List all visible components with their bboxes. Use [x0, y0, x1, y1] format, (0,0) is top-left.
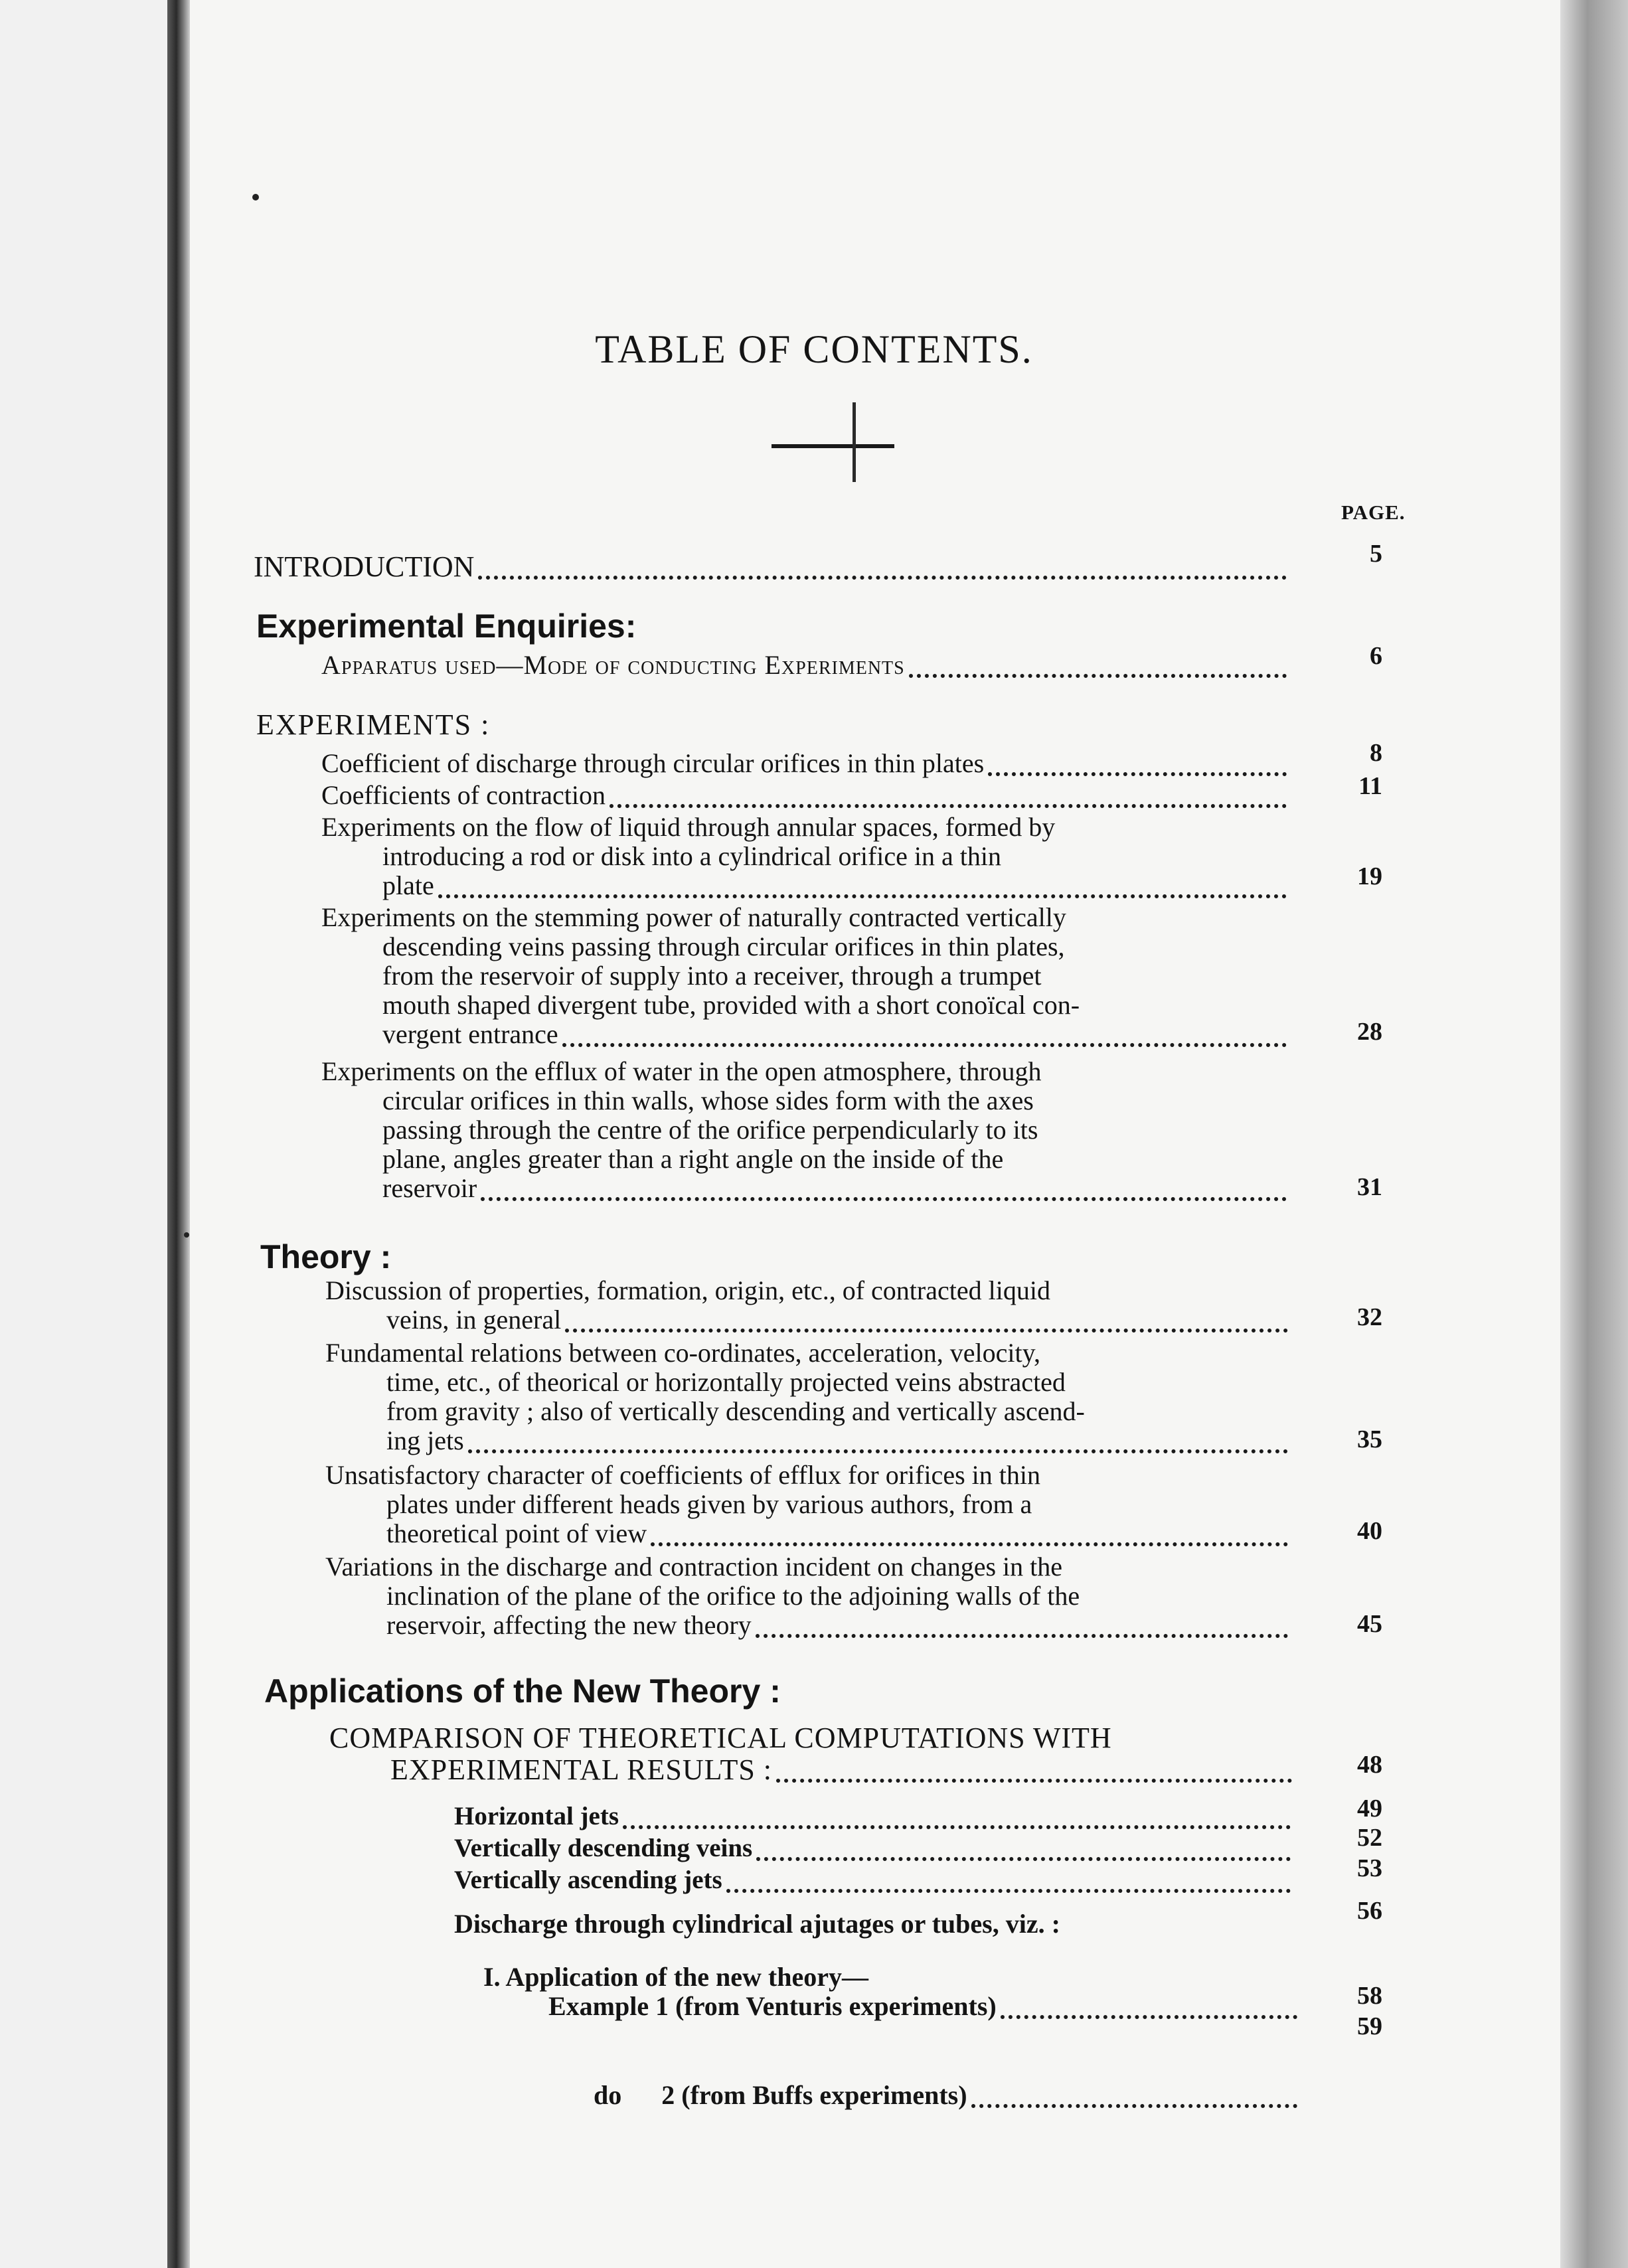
page-number: 59 [1357, 2012, 1382, 2040]
page-number: 56 [1357, 1897, 1382, 1925]
page-number: 8 [1370, 739, 1382, 767]
entry-line: inclination of the plane of the orifice to the adjoining walls of the [386, 1581, 1080, 1611]
section-heading-experiments: EXPERIMENTS : [256, 708, 491, 741]
entry-line: Fundamental relations between co-ordinates, acceleration, velocity, [325, 1338, 1040, 1368]
entry-line: from gravity ; also of vertically descending and vertically ascend- [386, 1396, 1085, 1426]
toc-entry-cylindrical-ajutages[interactable] [454, 1909, 1317, 1939]
toc-entry-annular-spaces[interactable] [321, 813, 1287, 900]
page-number: 49 [1357, 1795, 1382, 1822]
dot-leader [776, 1771, 1292, 1783]
entry-label: Vertically ascending jets [454, 1866, 722, 1894]
ink-speck [184, 1232, 189, 1238]
entry-line: Variations in the discharge and contraction incident on changes in the [325, 1552, 1063, 1581]
page-number: 48 [1357, 1751, 1382, 1779]
page-number: 19 [1357, 862, 1382, 890]
entry-label: INTRODUCTION [254, 550, 475, 583]
dot-leader [1001, 2007, 1297, 2019]
toc-entry-fundamental-relations[interactable] [325, 1338, 1288, 1455]
section-heading-text: Applications of the New Theory [264, 1672, 761, 1710]
dot-leader [909, 666, 1287, 678]
dot-leader [756, 1849, 1291, 1861]
toc-entry-comparison[interactable] [329, 1722, 1292, 1786]
dot-leader [756, 1626, 1288, 1638]
entry-line: from the reservoir of supply into a receiver, through a trumpet [382, 961, 1042, 991]
entry-line: Discussion of properties, formation, origin, etc., of contracted liquid [325, 1275, 1050, 1305]
page-number: 40 [1357, 1517, 1382, 1545]
title-rule-ornament [853, 402, 856, 482]
entry-line: theoretical point of view [386, 1518, 647, 1548]
page-number: 35 [1357, 1425, 1382, 1453]
toc-entry-stemming-power[interactable] [321, 903, 1287, 1049]
page-number: 32 [1357, 1303, 1382, 1331]
entry-line: circular orifices in thin walls, whose sides form with the axes [382, 1086, 1034, 1115]
page-number: 6 [1370, 642, 1382, 670]
entry-line: ing jets [386, 1425, 464, 1455]
page-number: 53 [1357, 1854, 1382, 1882]
section-heading-experimental-enquiries [256, 607, 636, 645]
toc-entry-efflux-open-atmosphere[interactable] [321, 1057, 1287, 1203]
entry-line: reservoir [382, 1173, 477, 1203]
page-number: 58 [1357, 1982, 1382, 2010]
entry-line: Unsatisfactory character of coefficients of efflux for orifices in thin [325, 1460, 1040, 1490]
entry-label: Example 1 (from Venturis experiments) [548, 1991, 997, 2021]
entry-line: plate [382, 870, 434, 900]
entry-line: passing through the centre of the orifice perpendicularly to its [382, 1115, 1038, 1145]
dot-leader [438, 886, 1287, 898]
entry-line: COMPARISON OF THEORETICAL COMPUTATIONS WITH [329, 1722, 1112, 1754]
dot-leader [478, 568, 1287, 580]
dot-leader [726, 1881, 1291, 1893]
entry-line: plane, angles greater than a right angle on the inside of the [382, 1144, 1004, 1174]
section-heading-theory [260, 1238, 391, 1276]
entry-label: Coefficient of discharge through circular orifices in thin plates [321, 748, 985, 778]
dot-leader [651, 1534, 1288, 1546]
toc-entry-apparatus[interactable] [321, 651, 1287, 680]
toc-entry-example-venturi[interactable] [548, 1992, 1297, 2021]
entry-line: introducing a rod or disk into a cylindrical orifice in a thin [382, 841, 1001, 871]
entry-line: veins, in general [386, 1305, 562, 1335]
dot-leader [468, 1441, 1288, 1453]
toc-entry-contraction-coefficients[interactable] [321, 781, 1287, 810]
title-rule [772, 444, 894, 448]
dot-leader [623, 1817, 1291, 1829]
dot-leader [610, 796, 1287, 808]
entry-line: time, etc., of theorical or horizontally projected veins abstracted [386, 1367, 1066, 1397]
section-heading-text: Theory [260, 1238, 371, 1275]
ink-speck [252, 194, 259, 201]
toc-entry-unsatisfactory-coefficients[interactable] [325, 1461, 1288, 1548]
entry-line: descending veins passing through circular orifices in thin plates, [382, 932, 1065, 961]
entry-line: plates under different heads given by various authors, from a [386, 1489, 1032, 1519]
toc-entry-introduction[interactable] [254, 552, 1287, 582]
toc-entry-discharge-coefficient[interactable] [321, 749, 1287, 778]
entry-line: mouth shaped divergent tube, provided with a short conoïcal con- [382, 990, 1080, 1020]
entry-line: EXPERIMENTAL RESULTS : [390, 1753, 773, 1786]
section-heading-colon: : [380, 1238, 392, 1275]
entry-label: I. Application of the new theory— [483, 1962, 868, 1992]
page-number: 11 [1358, 772, 1382, 800]
dot-leader [562, 1035, 1287, 1047]
entry-label: Horizontal jets [454, 1802, 619, 1830]
toc-entry-ascending-jets[interactable] [454, 1866, 1291, 1895]
entry-line: Experiments on the efflux of water in the open atmosphere, through [321, 1056, 1042, 1086]
toc-entry-example-buff[interactable] [594, 2022, 1297, 2139]
section-heading-colon: : [770, 1672, 781, 1710]
page-column-heading: PAGE. [1341, 501, 1406, 524]
page-number: 45 [1357, 1610, 1382, 1638]
entry-label: do 2 (from Buffs experiments) [594, 2080, 967, 2110]
entry-line: Experiments on the stemming power of naturally contracted vertically [321, 902, 1066, 932]
page-number: 52 [1357, 1824, 1382, 1852]
dot-leader [988, 764, 1287, 776]
toc-entry-contracted-veins-discussion[interactable] [325, 1276, 1288, 1335]
page-number: 31 [1357, 1173, 1382, 1201]
page-title: TABLE OF CONTENTS. [595, 327, 1033, 371]
section-heading-colon: : [625, 608, 637, 645]
dot-leader [565, 1321, 1288, 1333]
entry-line: Experiments on the flow of liquid through annular spaces, formed by [321, 812, 1056, 842]
toc-entry-discharge-variations[interactable] [325, 1552, 1288, 1640]
entry-label: Coefficients of contraction [321, 780, 606, 810]
entry-label: Discharge through cylindrical ajutages or tubes, viz. : [454, 1909, 1060, 1939]
entry-line: vergent entrance [382, 1019, 558, 1049]
subsection-application-new-theory [483, 1963, 1346, 1992]
page-number: 5 [1370, 540, 1382, 568]
page-number: 28 [1357, 1018, 1382, 1046]
section-heading-applications [264, 1672, 781, 1710]
toc-entry-horizontal-jets[interactable] [454, 1802, 1291, 1831]
dot-leader [971, 2096, 1297, 2108]
entry-label: Apparatus used—Mode of conducting Experiments [321, 650, 905, 680]
dot-leader [481, 1189, 1287, 1201]
entry-label: Vertically descending veins [454, 1834, 753, 1862]
toc-entry-descending-veins[interactable] [454, 1834, 1291, 1863]
entry-line: reservoir, affecting the new theory [386, 1610, 752, 1640]
section-heading-text: Experimental Enquiries [256, 608, 625, 645]
